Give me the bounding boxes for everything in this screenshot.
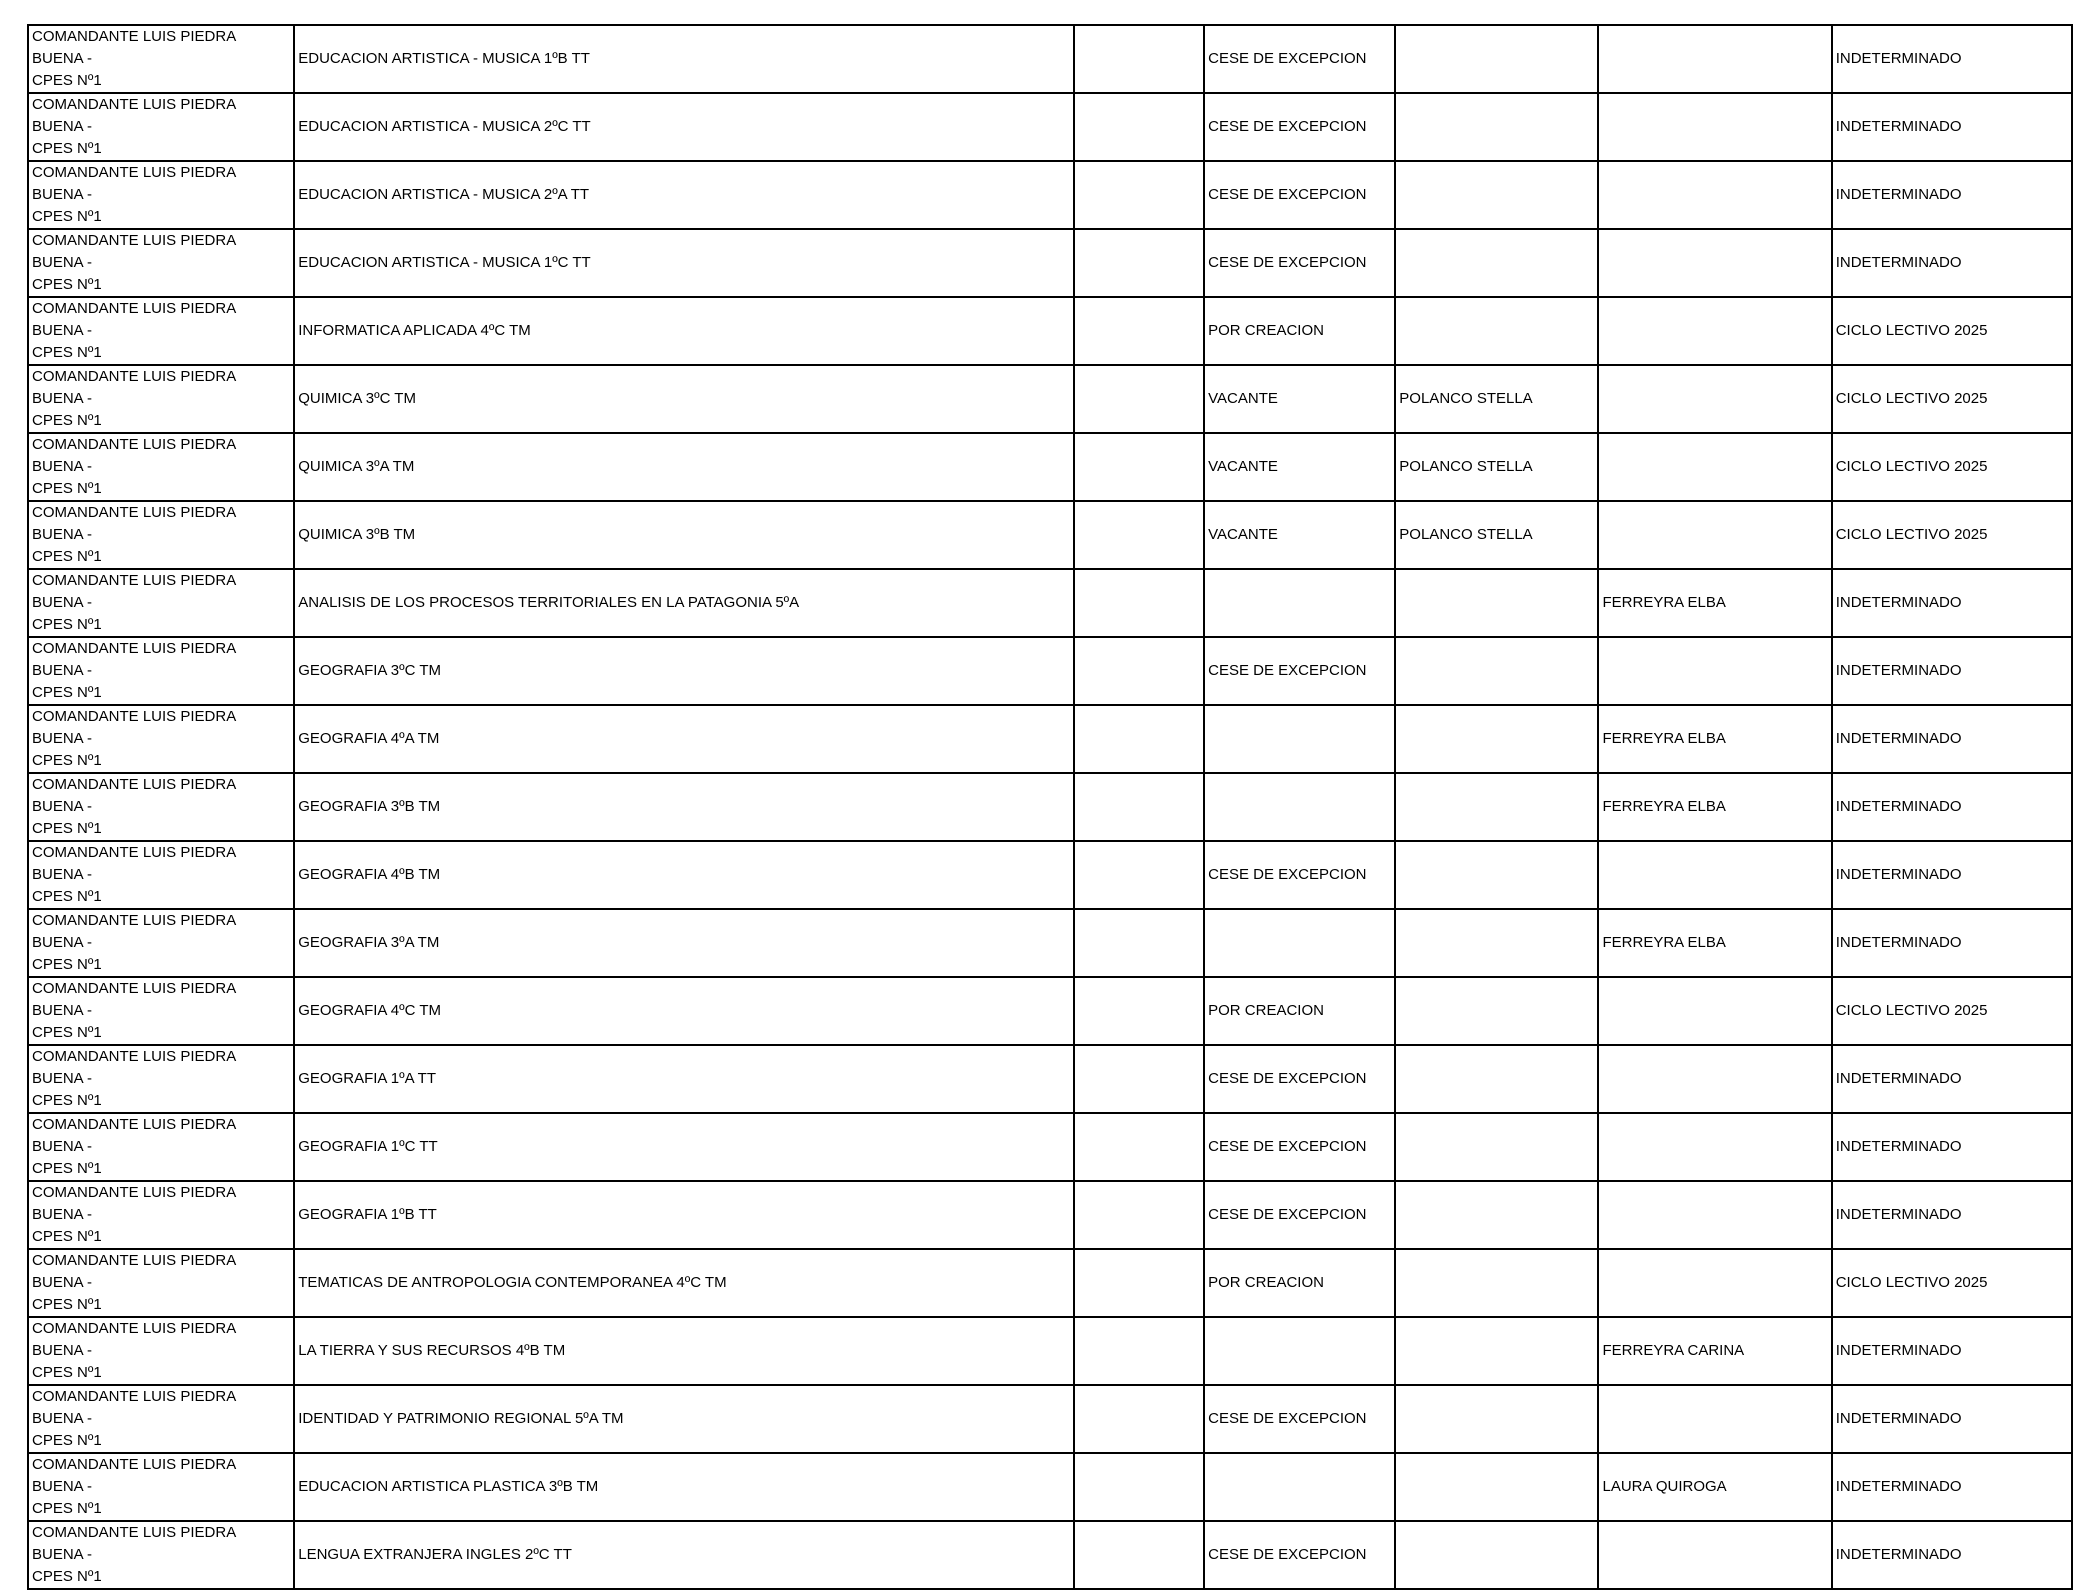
duration-cell: INDETERMINADO <box>1832 569 2072 637</box>
school-name-line: COMANDANTE LUIS PIEDRA BUENA - <box>32 164 236 203</box>
school-cell <box>28 25 294 93</box>
school-cell <box>28 773 294 841</box>
status-cell: VACANTE <box>1204 433 1395 501</box>
status-cell <box>1204 1317 1395 1385</box>
subject-cell: LENGUA EXTRANJERA INGLES 2ºC TT <box>294 1521 1074 1589</box>
school-cell <box>28 1045 294 1113</box>
current-holder-cell <box>1395 1521 1598 1589</box>
subject-cell: GEOGRAFIA 3ºC TM <box>294 637 1074 705</box>
school-cell <box>28 297 294 365</box>
current-holder-cell <box>1395 1181 1598 1249</box>
subject-cell: GEOGRAFIA 3ºA TM <box>294 909 1074 977</box>
teacher-cell <box>1598 637 1831 705</box>
subject-cell: EDUCACION ARTISTICA - MUSICA 1ºC TT <box>294 229 1074 297</box>
subject-cell: QUIMICA 3ºA TM <box>294 433 1074 501</box>
duration-cell: INDETERMINADO <box>1832 93 2072 161</box>
school-cell <box>28 977 294 1045</box>
status-cell: CESE DE EXCEPCION <box>1204 637 1395 705</box>
school-name-line: COMANDANTE LUIS PIEDRA BUENA - <box>32 504 236 543</box>
table-row <box>28 1453 2072 1521</box>
status-cell <box>1204 909 1395 977</box>
current-holder-cell: POLANCO STELLA <box>1395 365 1598 433</box>
duration-cell: INDETERMINADO <box>1832 1453 2072 1521</box>
school-cell <box>28 229 294 297</box>
table-row <box>28 25 2072 93</box>
subject-cell: EDUCACION ARTISTICA PLASTICA 3ºB TM <box>294 1453 1074 1521</box>
current-holder-cell: POLANCO STELLA <box>1395 501 1598 569</box>
current-holder-cell <box>1395 637 1598 705</box>
teacher-cell <box>1598 977 1831 1045</box>
duration-cell: CICLO LECTIVO 2025 <box>1832 433 2072 501</box>
duration-cell: INDETERMINADO <box>1832 705 2072 773</box>
duration-cell: INDETERMINADO <box>1832 637 2072 705</box>
teacher-cell <box>1598 433 1831 501</box>
duration-cell: CICLO LECTIVO 2025 <box>1832 1249 2072 1317</box>
school-code-line: CPES Nº1 <box>32 140 102 157</box>
subject-cell: LA TIERRA Y SUS RECURSOS 4ºB TM <box>294 1317 1074 1385</box>
duration-cell: CICLO LECTIVO 2025 <box>1832 501 2072 569</box>
empty-cell <box>1074 1385 1204 1453</box>
school-code-line: CPES Nº1 <box>32 1092 102 1109</box>
subject-cell: IDENTIDAD Y PATRIMONIO REGIONAL 5ºA TM <box>294 1385 1074 1453</box>
school-name-line: COMANDANTE LUIS PIEDRA BUENA - <box>32 1388 236 1427</box>
current-holder-cell <box>1395 161 1598 229</box>
current-holder-cell: POLANCO STELLA <box>1395 433 1598 501</box>
school-code-line: CPES Nº1 <box>32 1160 102 1177</box>
table-row <box>28 1521 2072 1589</box>
school-code-line: CPES Nº1 <box>32 1500 102 1517</box>
subject-cell: EDUCACION ARTISTICA - MUSICA 1ºB TT <box>294 25 1074 93</box>
status-cell: POR CREACION <box>1204 1249 1395 1317</box>
duration-cell: CICLO LECTIVO 2025 <box>1832 977 2072 1045</box>
subject-cell: GEOGRAFIA 4ºA TM <box>294 705 1074 773</box>
school-cell <box>28 841 294 909</box>
status-cell: VACANTE <box>1204 365 1395 433</box>
table-row <box>28 1113 2072 1181</box>
current-holder-cell <box>1395 1249 1598 1317</box>
empty-cell <box>1074 433 1204 501</box>
school-code-line: CPES Nº1 <box>32 1228 102 1245</box>
table-row <box>28 1317 2072 1385</box>
table-row <box>28 501 2072 569</box>
subject-cell: GEOGRAFIA 4ºC TM <box>294 977 1074 1045</box>
current-holder-cell <box>1395 297 1598 365</box>
school-name-line: COMANDANTE LUIS PIEDRA BUENA - <box>32 1184 236 1223</box>
table-row <box>28 93 2072 161</box>
status-cell: CESE DE EXCEPCION <box>1204 93 1395 161</box>
duration-cell: CICLO LECTIVO 2025 <box>1832 297 2072 365</box>
school-code-line: CPES Nº1 <box>32 208 102 225</box>
school-cell <box>28 433 294 501</box>
subject-cell: QUIMICA 3ºC TM <box>294 365 1074 433</box>
school-name-line: COMANDANTE LUIS PIEDRA BUENA - <box>32 1456 236 1495</box>
teacher-cell: FERREYRA ELBA <box>1598 705 1831 773</box>
duration-cell: INDETERMINADO <box>1832 1113 2072 1181</box>
subject-cell: EDUCACION ARTISTICA - MUSICA 2ºA TT <box>294 161 1074 229</box>
school-cell <box>28 501 294 569</box>
school-code-line: CPES Nº1 <box>32 1364 102 1381</box>
school-code-line: CPES Nº1 <box>32 72 102 89</box>
school-cell <box>28 637 294 705</box>
current-holder-cell <box>1395 229 1598 297</box>
subject-cell: QUIMICA 3ºB TM <box>294 501 1074 569</box>
school-cell <box>28 909 294 977</box>
current-holder-cell <box>1395 1045 1598 1113</box>
current-holder-cell <box>1395 773 1598 841</box>
school-cell <box>28 161 294 229</box>
empty-cell <box>1074 977 1204 1045</box>
subject-cell: GEOGRAFIA 1ºB TT <box>294 1181 1074 1249</box>
table-row <box>28 433 2072 501</box>
teacher-cell: FERREYRA ELBA <box>1598 909 1831 977</box>
empty-cell <box>1074 841 1204 909</box>
teacher-cell <box>1598 25 1831 93</box>
school-name-line: COMANDANTE LUIS PIEDRA BUENA - <box>32 232 236 271</box>
current-holder-cell <box>1395 93 1598 161</box>
school-cell <box>28 365 294 433</box>
current-holder-cell <box>1395 1317 1598 1385</box>
duration-cell: INDETERMINADO <box>1832 909 2072 977</box>
school-name-line: COMANDANTE LUIS PIEDRA BUENA - <box>32 1252 236 1291</box>
table-row <box>28 161 2072 229</box>
empty-cell <box>1074 365 1204 433</box>
status-cell: CESE DE EXCEPCION <box>1204 229 1395 297</box>
status-cell <box>1204 569 1395 637</box>
school-name-line: COMANDANTE LUIS PIEDRA BUENA - <box>32 1116 236 1155</box>
status-cell: VACANTE <box>1204 501 1395 569</box>
school-name-line: COMANDANTE LUIS PIEDRA BUENA - <box>32 640 236 679</box>
empty-cell <box>1074 229 1204 297</box>
subject-cell: ANALISIS DE LOS PROCESOS TERRITORIALES EN LA PATAGONIA 5ºA <box>294 569 1074 637</box>
status-cell: CESE DE EXCEPCION <box>1204 1385 1395 1453</box>
school-code-line: CPES Nº1 <box>32 1296 102 1313</box>
empty-cell <box>1074 501 1204 569</box>
teacher-cell: FERREYRA ELBA <box>1598 773 1831 841</box>
empty-cell <box>1074 161 1204 229</box>
current-holder-cell <box>1395 705 1598 773</box>
teacher-cell <box>1598 1045 1831 1113</box>
table-row <box>28 1045 2072 1113</box>
school-cell <box>28 1385 294 1453</box>
empty-cell <box>1074 1317 1204 1385</box>
school-code-line: CPES Nº1 <box>32 888 102 905</box>
status-cell <box>1204 773 1395 841</box>
teacher-cell <box>1598 93 1831 161</box>
current-holder-cell <box>1395 841 1598 909</box>
table-row <box>28 297 2072 365</box>
teacher-cell <box>1598 297 1831 365</box>
school-cell <box>28 1521 294 1589</box>
school-code-line: CPES Nº1 <box>32 276 102 293</box>
school-name-line: COMANDANTE LUIS PIEDRA BUENA - <box>32 368 236 407</box>
empty-cell <box>1074 1453 1204 1521</box>
duration-cell: INDETERMINADO <box>1832 1521 2072 1589</box>
duration-cell: INDETERMINADO <box>1832 773 2072 841</box>
status-cell: CESE DE EXCEPCION <box>1204 841 1395 909</box>
teacher-cell: FERREYRA ELBA <box>1598 569 1831 637</box>
current-holder-cell <box>1395 1385 1598 1453</box>
school-code-line: CPES Nº1 <box>32 820 102 837</box>
school-code-line: CPES Nº1 <box>32 1568 102 1585</box>
table-row <box>28 1181 2072 1249</box>
school-code-line: CPES Nº1 <box>32 1432 102 1449</box>
school-name-line: COMANDANTE LUIS PIEDRA BUENA - <box>32 572 236 611</box>
school-name-line: COMANDANTE LUIS PIEDRA BUENA - <box>32 1320 236 1359</box>
school-code-line: CPES Nº1 <box>32 412 102 429</box>
table-row <box>28 229 2072 297</box>
teacher-cell <box>1598 1113 1831 1181</box>
empty-cell <box>1074 1521 1204 1589</box>
teacher-cell <box>1598 841 1831 909</box>
subject-cell: GEOGRAFIA 3ºB TM <box>294 773 1074 841</box>
teacher-cell: LAURA QUIROGA <box>1598 1453 1831 1521</box>
empty-cell <box>1074 25 1204 93</box>
teacher-cell <box>1598 365 1831 433</box>
school-code-line: CPES Nº1 <box>32 480 102 497</box>
school-cell <box>28 1181 294 1249</box>
duration-cell: INDETERMINADO <box>1832 1385 2072 1453</box>
subject-cell: GEOGRAFIA 1ºA TT <box>294 1045 1074 1113</box>
school-cell <box>28 93 294 161</box>
table-row <box>28 773 2072 841</box>
school-name-line: COMANDANTE LUIS PIEDRA BUENA - <box>32 776 236 815</box>
teacher-cell <box>1598 161 1831 229</box>
school-name-line: COMANDANTE LUIS PIEDRA BUENA - <box>32 1048 236 1087</box>
table-row <box>28 1385 2072 1453</box>
school-name-line: COMANDANTE LUIS PIEDRA BUENA - <box>32 844 236 883</box>
school-cell <box>28 569 294 637</box>
empty-cell <box>1074 569 1204 637</box>
empty-cell <box>1074 773 1204 841</box>
school-code-line: CPES Nº1 <box>32 548 102 565</box>
status-cell: CESE DE EXCEPCION <box>1204 25 1395 93</box>
status-cell: CESE DE EXCEPCION <box>1204 1113 1395 1181</box>
empty-cell <box>1074 637 1204 705</box>
duration-cell: INDETERMINADO <box>1832 25 2072 93</box>
school-name-line: COMANDANTE LUIS PIEDRA BUENA - <box>32 980 236 1019</box>
empty-cell <box>1074 1045 1204 1113</box>
status-cell: CESE DE EXCEPCION <box>1204 161 1395 229</box>
empty-cell <box>1074 93 1204 161</box>
current-holder-cell <box>1395 977 1598 1045</box>
school-code-line: CPES Nº1 <box>32 344 102 361</box>
teacher-cell <box>1598 1521 1831 1589</box>
school-code-line: CPES Nº1 <box>32 956 102 973</box>
table-body <box>28 25 2072 1589</box>
vacancy-table <box>27 24 2073 1590</box>
table-row <box>28 841 2072 909</box>
subject-cell: TEMATICAS DE ANTROPOLOGIA CONTEMPORANEA 4ºC TM <box>294 1249 1074 1317</box>
school-cell <box>28 1453 294 1521</box>
empty-cell <box>1074 1113 1204 1181</box>
table-row <box>28 1249 2072 1317</box>
school-cell <box>28 705 294 773</box>
duration-cell: INDETERMINADO <box>1832 841 2072 909</box>
teacher-cell <box>1598 501 1831 569</box>
school-code-line: CPES Nº1 <box>32 616 102 633</box>
school-cell <box>28 1113 294 1181</box>
school-name-line: COMANDANTE LUIS PIEDRA BUENA - <box>32 28 236 67</box>
school-name-line: COMANDANTE LUIS PIEDRA BUENA - <box>32 912 236 951</box>
subject-cell: GEOGRAFIA 1ºC TT <box>294 1113 1074 1181</box>
school-code-line: CPES Nº1 <box>32 1024 102 1041</box>
teacher-cell <box>1598 229 1831 297</box>
duration-cell: INDETERMINADO <box>1832 161 2072 229</box>
current-holder-cell <box>1395 1453 1598 1521</box>
current-holder-cell <box>1395 909 1598 977</box>
status-cell <box>1204 705 1395 773</box>
table-row <box>28 365 2072 433</box>
teacher-cell <box>1598 1385 1831 1453</box>
table-row <box>28 909 2072 977</box>
status-cell <box>1204 1453 1395 1521</box>
school-name-line: COMANDANTE LUIS PIEDRA BUENA - <box>32 436 236 475</box>
subject-cell: EDUCACION ARTISTICA - MUSICA 2ºC TT <box>294 93 1074 161</box>
teacher-cell <box>1598 1249 1831 1317</box>
table-row <box>28 637 2072 705</box>
duration-cell: INDETERMINADO <box>1832 1317 2072 1385</box>
school-code-line: CPES Nº1 <box>32 752 102 769</box>
school-code-line: CPES Nº1 <box>32 684 102 701</box>
school-cell <box>28 1317 294 1385</box>
duration-cell: CICLO LECTIVO 2025 <box>1832 365 2072 433</box>
subject-cell: INFORMATICA APLICADA 4ºC TM <box>294 297 1074 365</box>
current-holder-cell <box>1395 25 1598 93</box>
status-cell: CESE DE EXCEPCION <box>1204 1521 1395 1589</box>
status-cell: CESE DE EXCEPCION <box>1204 1045 1395 1113</box>
duration-cell: INDETERMINADO <box>1832 1045 2072 1113</box>
duration-cell: INDETERMINADO <box>1832 1181 2072 1249</box>
table-row <box>28 705 2072 773</box>
school-name-line: COMANDANTE LUIS PIEDRA BUENA - <box>32 96 236 135</box>
school-name-line: COMANDANTE LUIS PIEDRA BUENA - <box>32 300 236 339</box>
current-holder-cell <box>1395 569 1598 637</box>
status-cell: CESE DE EXCEPCION <box>1204 1181 1395 1249</box>
empty-cell <box>1074 297 1204 365</box>
status-cell: POR CREACION <box>1204 977 1395 1045</box>
school-cell <box>28 1249 294 1317</box>
subject-cell: GEOGRAFIA 4ºB TM <box>294 841 1074 909</box>
empty-cell <box>1074 705 1204 773</box>
school-name-line: COMANDANTE LUIS PIEDRA BUENA - <box>32 1524 236 1563</box>
teacher-cell <box>1598 1181 1831 1249</box>
empty-cell <box>1074 1249 1204 1317</box>
school-name-line: COMANDANTE LUIS PIEDRA BUENA - <box>32 708 236 747</box>
current-holder-cell <box>1395 1113 1598 1181</box>
empty-cell <box>1074 909 1204 977</box>
teacher-cell: FERREYRA CARINA <box>1598 1317 1831 1385</box>
empty-cell <box>1074 1181 1204 1249</box>
table-row <box>28 977 2072 1045</box>
table-row <box>28 569 2072 637</box>
status-cell: POR CREACION <box>1204 297 1395 365</box>
duration-cell: INDETERMINADO <box>1832 229 2072 297</box>
